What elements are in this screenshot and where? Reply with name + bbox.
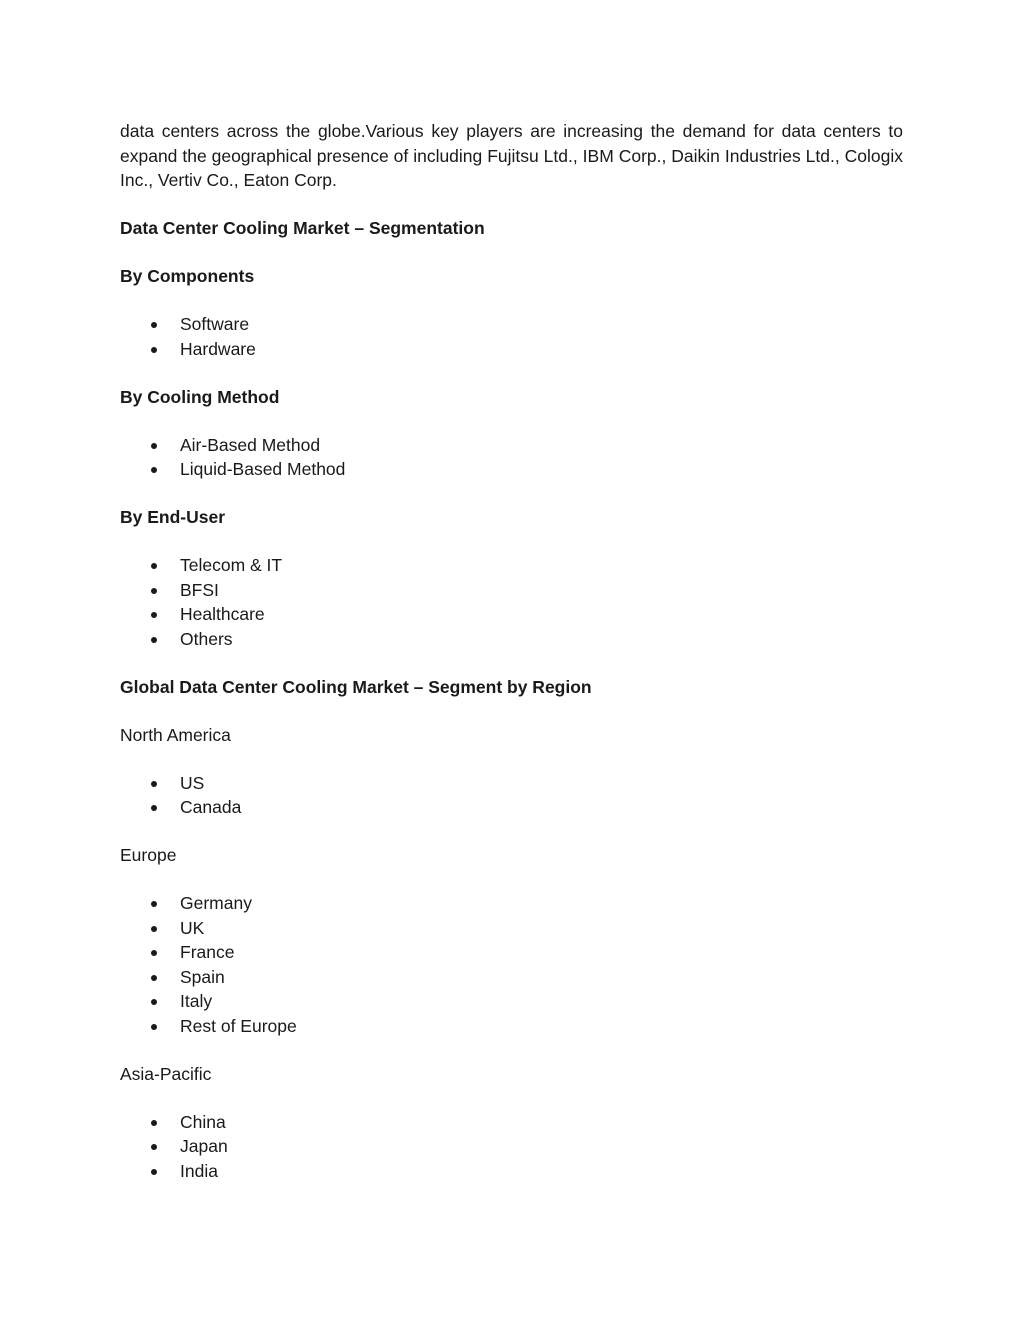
bullet-icon — [151, 901, 157, 907]
bullet-icon — [151, 1144, 157, 1150]
list-item: India — [120, 1159, 903, 1184]
list-item: Spain — [120, 965, 903, 990]
list-item: Liquid-Based Method — [120, 457, 903, 482]
bullet-icon — [151, 926, 157, 932]
bullet-icon — [151, 805, 157, 811]
list-item: US — [120, 771, 903, 796]
europe-heading: Europe — [120, 845, 177, 865]
list-item: Air-Based Method — [120, 433, 903, 458]
list-item: Italy — [120, 989, 903, 1014]
segmentation-heading: Data Center Cooling Market – Segmentation — [120, 218, 485, 238]
list-item: Software — [120, 312, 903, 337]
bullet-icon — [151, 588, 157, 594]
north-america-list — [120, 771, 903, 820]
list-item: Hardware — [120, 337, 903, 362]
bullet-icon — [151, 950, 157, 956]
list-item: France — [120, 940, 903, 965]
bullet-icon — [151, 1169, 157, 1175]
end-user-heading: By End-User — [120, 507, 226, 527]
bullet-icon — [151, 443, 157, 449]
bullet-icon — [151, 612, 157, 618]
bullet-icon — [151, 1120, 157, 1126]
bullet-icon — [151, 347, 157, 353]
list-item: Telecom & IT — [120, 553, 903, 578]
end-user-list — [120, 553, 903, 651]
list-item: BFSI — [120, 578, 903, 603]
list-item: Germany — [120, 891, 903, 916]
document-page — [120, 119, 903, 1207]
bullet-icon — [151, 999, 157, 1005]
asia-pacific-list — [120, 1110, 903, 1184]
bullet-icon — [151, 637, 157, 643]
list-item: China — [120, 1110, 903, 1135]
bullet-icon — [151, 1024, 157, 1030]
asia-pacific-heading: Asia-Pacific — [120, 1063, 212, 1084]
bullet-icon — [151, 781, 157, 787]
components-heading: By Components — [120, 266, 255, 286]
europe-list — [120, 891, 903, 1038]
bullet-icon — [151, 467, 157, 473]
list-item: Canada — [120, 795, 903, 820]
cooling-method-list — [120, 433, 903, 482]
list-item: UK — [120, 916, 903, 941]
components-list — [120, 312, 903, 361]
region-heading: Global Data Center Cooling Market – Segment by Region — [120, 676, 592, 697]
bullet-icon — [151, 975, 157, 981]
list-item: Rest of Europe — [120, 1014, 903, 1039]
list-item: Others — [120, 627, 903, 652]
bullet-icon — [151, 563, 157, 569]
north-america-heading: North America — [120, 724, 231, 745]
list-item: Healthcare — [120, 602, 903, 627]
cooling-method-heading: By Cooling Method — [120, 386, 280, 407]
bullet-icon — [151, 322, 157, 328]
intro-paragraph: data centers across the globe.Various key players are increasing the demand for data centers to expand the geographical presence of including Fujitsu Ltd., IBM Corp., Daikin Industries Ltd., Cologix Inc., Vertiv Co., Eaton Corp. — [120, 121, 903, 190]
list-item: Japan — [120, 1134, 903, 1159]
